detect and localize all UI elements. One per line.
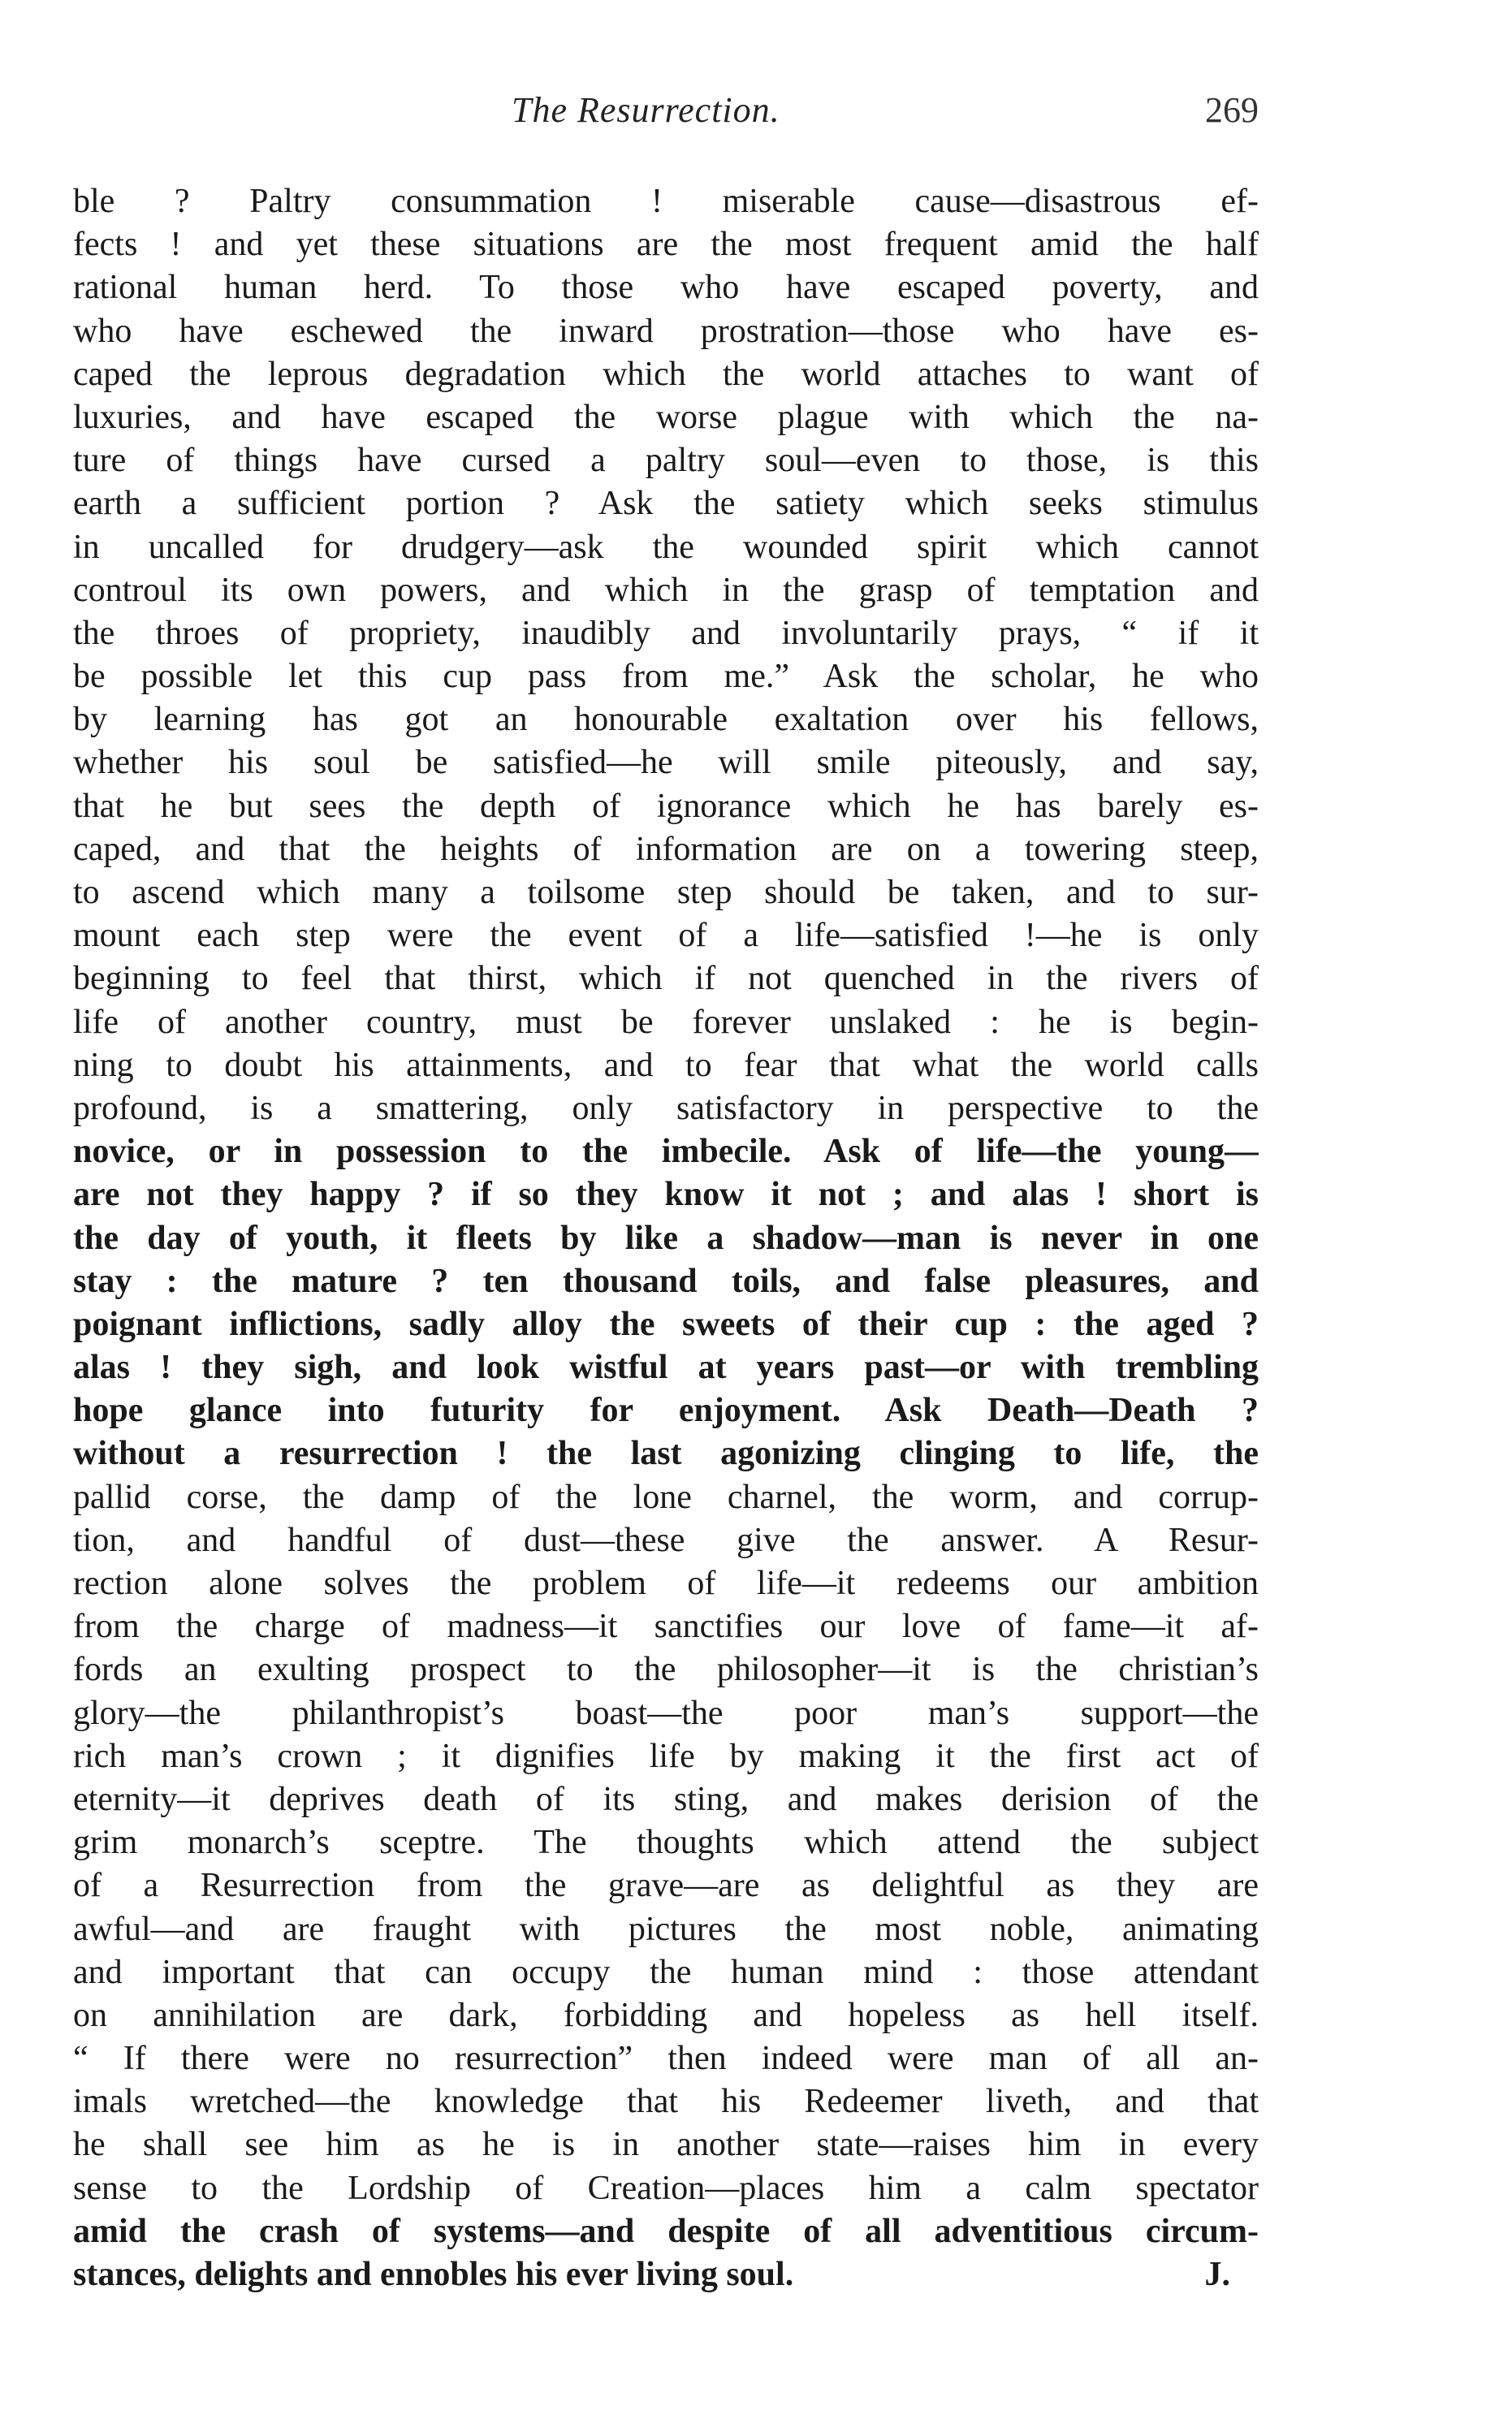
text-line: caped, and that the heights of information are on a towering steep,	[73, 830, 1259, 868]
text-line: are not they happy ? if so they know it not ; and alas ! short is	[73, 1176, 1259, 1214]
text-line: he shall see him as he is in another state—raises him in every	[73, 2126, 1259, 2164]
text-line: caped the leprous degradation which the world attaches to want of	[73, 355, 1259, 393]
text-line: rich man’s crown ; it dignifies life by making it the first act of	[73, 1737, 1259, 1775]
text-line: on annihilation are dark, forbidding and hopeless as hell itself.	[73, 1996, 1259, 2034]
text-line: eternity—it deprives death of its sting, and makes derision of the	[73, 1780, 1259, 1818]
text-line: whether his soul be satisfied—he will smile piteously, and say,	[73, 744, 1259, 782]
text-line: profound, is a smattering, only satisfactory in perspective to the	[73, 1089, 1259, 1127]
text-line: to ascend which many a toilsome step should be taken, and to sur-	[73, 874, 1259, 911]
text-line: sense to the Lordship of Creation—places him a calm spectator	[73, 2169, 1259, 2207]
text-line: controul its own powers, and which in the grasp of temptation and	[73, 571, 1259, 609]
text-line: be possible let this cup pass from me.” Ask the scholar, he who	[73, 658, 1259, 696]
text-line: the throes of propriety, inaudibly and involuntarily prays, “ if it	[73, 614, 1259, 652]
text-line: alas ! they sigh, and look wistful at years past—or with trembling	[73, 1349, 1259, 1387]
text-line: the day of youth, it fleets by like a shadow—man is never in one	[73, 1219, 1259, 1257]
text-line: by learning has got an honourable exaltation over his fellows,	[73, 701, 1259, 739]
text-line: awful—and are fraught with pictures the most noble, animating	[73, 1910, 1259, 1948]
text-line: of a Resurrection from the grave—are as delightful as they are	[73, 1867, 1259, 1905]
text-line: ble ? Paltry consummation ! miserable cause—disastrous ef-	[73, 183, 1259, 220]
text-line: stay : the mature ? ten thousand toils, and false pleasures, and	[73, 1262, 1259, 1300]
text-line: life of another country, must be forever unslaked : he is begin-	[73, 1003, 1259, 1041]
text-line: that he but sees the depth of ignorance which he has barely es-	[73, 787, 1259, 825]
text-line: luxuries, and have escaped the worse plague with which the na-	[73, 398, 1259, 436]
running-head	[73, 89, 1259, 138]
text-line: rational human herd. To those who have escaped poverty, and	[73, 269, 1259, 307]
text-line: imals wretched—the knowledge that his Redeemer liveth, and that	[73, 2083, 1259, 2121]
text-line: ning to doubt his attainments, and to fear that what the world calls	[73, 1046, 1259, 1084]
text-line: in uncalled for drudgery—ask the wounded spirit which cannot	[73, 528, 1259, 566]
text-line: beginning to feel that thirst, which if not quenched in the rivers of	[73, 960, 1259, 998]
text-line: from the charge of madness—it sanctifies our love of fame—it af-	[73, 1608, 1259, 1646]
text-line: “ If there were no resurrection” then indeed were man of all an-	[73, 2040, 1259, 2078]
running-title: The Resurrection.	[512, 90, 780, 130]
text-line: rection alone solves the problem of life—it redeems our ambition	[73, 1565, 1259, 1602]
text-line: tion, and handful of dust—these give the answer. A Resur-	[73, 1521, 1259, 1559]
final-text: stances, delights and ennobles his ever living soul.	[73, 2256, 794, 2293]
text-line: pallid corse, the damp of the lone charnel, the worm, and corrup-	[73, 1478, 1259, 1516]
text-line: poignant inflictions, sadly alloy the sweets of their cup : the aged ?	[73, 1305, 1259, 1343]
text-line: amid the crash of systems—and despite of all adventitious circum-	[73, 2212, 1259, 2250]
body-text	[73, 180, 1259, 2296]
text-line: grim monarch’s sceptre. The thoughts which attend the subject	[73, 1824, 1259, 1862]
text-line: who have eschewed the inward prostration—those who have es-	[73, 312, 1259, 350]
text-line: fords an exulting prospect to the philosopher—it is the christian’s	[73, 1651, 1259, 1689]
text-line: mount each step were the event of a life—satisfied !—he is only	[73, 917, 1259, 955]
text-line: ture of things have cursed a paltry soul—even to those, is this	[73, 442, 1259, 480]
text-line: novice, or in possession to the imbecile. Ask of life—the young—	[73, 1133, 1259, 1171]
text-line: and important that can occupy the human mind : those attendant	[73, 1953, 1259, 1991]
text-line: fects ! and yet these situations are the most frequent amid the half	[73, 226, 1259, 264]
text-line: hope glance into futurity for enjoyment. Ask Death—Death ?	[73, 1392, 1259, 1430]
page-number: 269	[1205, 90, 1259, 130]
author-signature: J.	[1204, 2256, 1230, 2293]
text-line: glory—the philanthropist’s boast—the poor man’s support—the	[73, 1694, 1259, 1732]
text-line: earth a sufficient portion ? Ask the satiety which seeks stimulus	[73, 485, 1259, 523]
final-line	[73, 2253, 1259, 2296]
text-line: without a resurrection ! the last agonizing clinging to life, the	[73, 1435, 1259, 1473]
